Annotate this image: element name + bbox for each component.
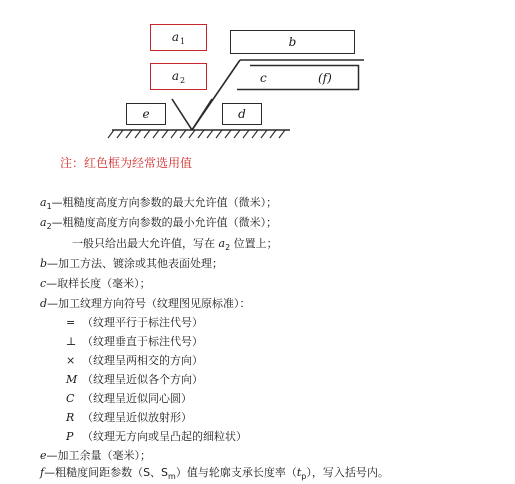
legend-texture-parallel: = （纹理平行于标注代号）	[66, 316, 203, 329]
roughness-symbol-figure	[0, 0, 515, 150]
surface-hatching	[108, 130, 285, 138]
legend-texture-perpendicular: ⊥ （纹理垂直于标注代号）	[66, 335, 203, 348]
legend-texture-crossed: × （纹理呈两相交的方向）	[66, 354, 203, 367]
d-box	[222, 103, 262, 125]
legend-d: d—加工纹理方向符号（纹理图见原标准）：	[40, 297, 251, 310]
legend-texture-circular: C （纹理呈近似同心圆）	[66, 392, 192, 405]
legend-e-line: e—加工余量（毫米）；	[40, 449, 152, 462]
e-label: e	[142, 107, 150, 121]
legend-texture-radial: R （纹理呈近似放射形）	[66, 411, 192, 424]
legend-f: f—粗糙度间距参数（S、$S_m$）值与轮廓支承长度率$(t_p)$，写入括号内。	[40, 466, 389, 481]
c-box	[236, 64, 360, 91]
b-box	[230, 30, 355, 54]
legend-a1: $a_1—$粗糙度高度方向参数的最大允许值（微米）；	[40, 196, 278, 211]
note-red-box: 注：红色框为经常选用值	[60, 156, 193, 170]
a1-label: $a_1$	[171, 29, 186, 46]
symbol-left-leg	[172, 99, 192, 130]
legend-texture-particulate: P （纹理无方向或呈凸起的细粒状）	[66, 430, 247, 443]
d-label: d	[238, 107, 246, 121]
a2-label: $a_2$	[171, 68, 186, 85]
c-box-outline	[236, 64, 360, 91]
legend-a2-note: 一般只给出最大允许值，写在 $a_2$ 位置上；	[72, 237, 278, 252]
legend-c: c—取样长度（毫米）；	[40, 277, 151, 290]
b-label: b	[288, 35, 297, 49]
e-box	[126, 103, 166, 125]
legend-b: b—加工方法、镀涂或其他表面处理；	[40, 257, 224, 270]
c-label: c	[260, 71, 267, 85]
legend-a2: $a_2—$粗糙度高度方向参数的最小允许值（微米）；	[40, 216, 278, 231]
a2-box	[150, 63, 207, 90]
legend-texture-multi: M （纹理呈近似各个方向）	[66, 373, 203, 386]
a1-box	[150, 24, 207, 51]
f-label: (f)	[318, 71, 332, 85]
